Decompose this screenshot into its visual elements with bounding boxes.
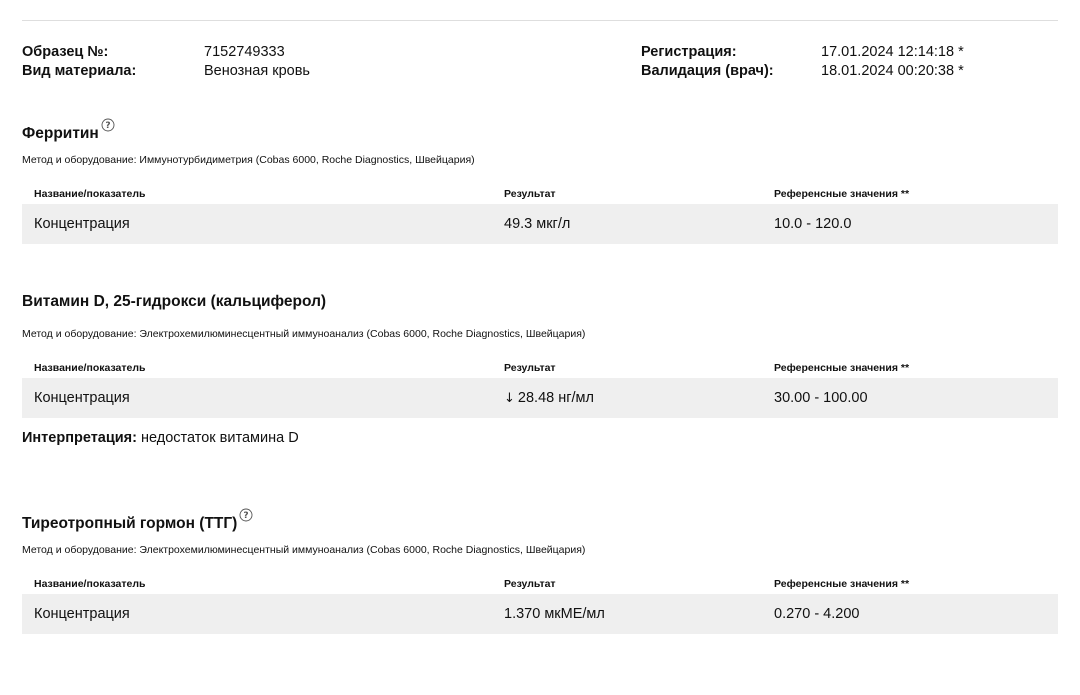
table-header [22, 358, 1058, 378]
material-value: Венозная кровь [204, 63, 310, 79]
sample-values-right [821, 43, 964, 81]
table-header [22, 184, 1058, 204]
interpretation-label: Интерпретация: [22, 430, 137, 446]
help-circle-icon[interactable] [101, 118, 115, 138]
validation-label: Валидация (врач): [641, 63, 774, 79]
svg-text:?: ? [105, 121, 111, 132]
test-title-text: Тиреотропный гормон (ТТГ) [22, 515, 238, 532]
table-header [22, 574, 1058, 594]
validation-value: 18.01.2024 00:20:38 * [821, 63, 964, 79]
method-text: Метод и оборудование: Электрохемилюминесцентный иммуноанализ (Cobas 6000, Roche Diagnostics, Швейцария) [22, 328, 586, 340]
row-result: 49.3 мкг/л [504, 216, 571, 232]
help-circle-icon[interactable] [239, 508, 253, 528]
row-reference: 30.00 - 100.00 [774, 390, 868, 406]
test-title [22, 508, 1058, 532]
method-text: Метод и оборудование: Иммунотурбидиметрия (Cobas 6000, Roche Diagnostics, Швейцария) [22, 154, 475, 166]
svg-text:?: ? [243, 511, 249, 522]
test-title [22, 118, 1058, 142]
interpretation-text: недостаток витамина D [136, 430, 299, 446]
col-name-header: Название/показатель [34, 362, 146, 374]
test-title-text: Витамин D, 25-гидрокси (кальциферол) [22, 293, 327, 310]
sample-number-label: Образец №: [22, 44, 109, 60]
sample-values-left [204, 43, 310, 81]
col-reference-header: Референсные значения ** [774, 188, 910, 200]
row-name: Концентрация [34, 216, 130, 232]
row-result: 1.370 мкМЕ/мл [504, 606, 605, 622]
registration-value: 17.01.2024 12:14:18 * [821, 44, 964, 60]
col-result-header: Результат [504, 578, 556, 590]
material-label: Вид материала: [22, 63, 137, 79]
row-reference: 0.270 - 4.200 [774, 606, 860, 622]
col-name-header: Название/показатель [34, 578, 146, 590]
row-reference: 10.0 - 120.0 [774, 216, 852, 232]
col-reference-header: Референсные значения ** [774, 578, 910, 590]
sample-number-value: 7152749333 [204, 44, 285, 60]
test-section-vitamin-d [22, 292, 1058, 448]
arrow-down-icon: ↓ [504, 391, 515, 406]
row-name: Концентрация [34, 606, 130, 622]
row-result-cell [504, 378, 594, 419]
registration-label: Регистрация: [641, 44, 737, 60]
top-divider [22, 20, 1058, 21]
table-row [22, 204, 1058, 244]
row-name: Концентрация [34, 390, 130, 406]
table-row [22, 378, 1058, 418]
row-result: 28.48 нг/мл [517, 390, 594, 406]
interpretation [22, 429, 1058, 448]
table-row [22, 594, 1058, 634]
test-title [22, 292, 1058, 312]
col-name-header: Название/показатель [34, 188, 146, 200]
method-text: Метод и оборудование: Электрохемилюминесцентный иммуноанализ (Cobas 6000, Roche Diagnostics, Швейцария) [22, 544, 586, 556]
sample-labels-left [22, 43, 136, 81]
sample-labels-right [641, 43, 774, 81]
col-reference-header: Референсные значения ** [774, 362, 910, 374]
test-section-ferritin [22, 118, 1058, 244]
test-title-text: Ферритин [22, 125, 99, 142]
col-result-header: Результат [504, 362, 556, 374]
col-result-header: Результат [504, 188, 556, 200]
test-section-tsh [22, 508, 1058, 634]
